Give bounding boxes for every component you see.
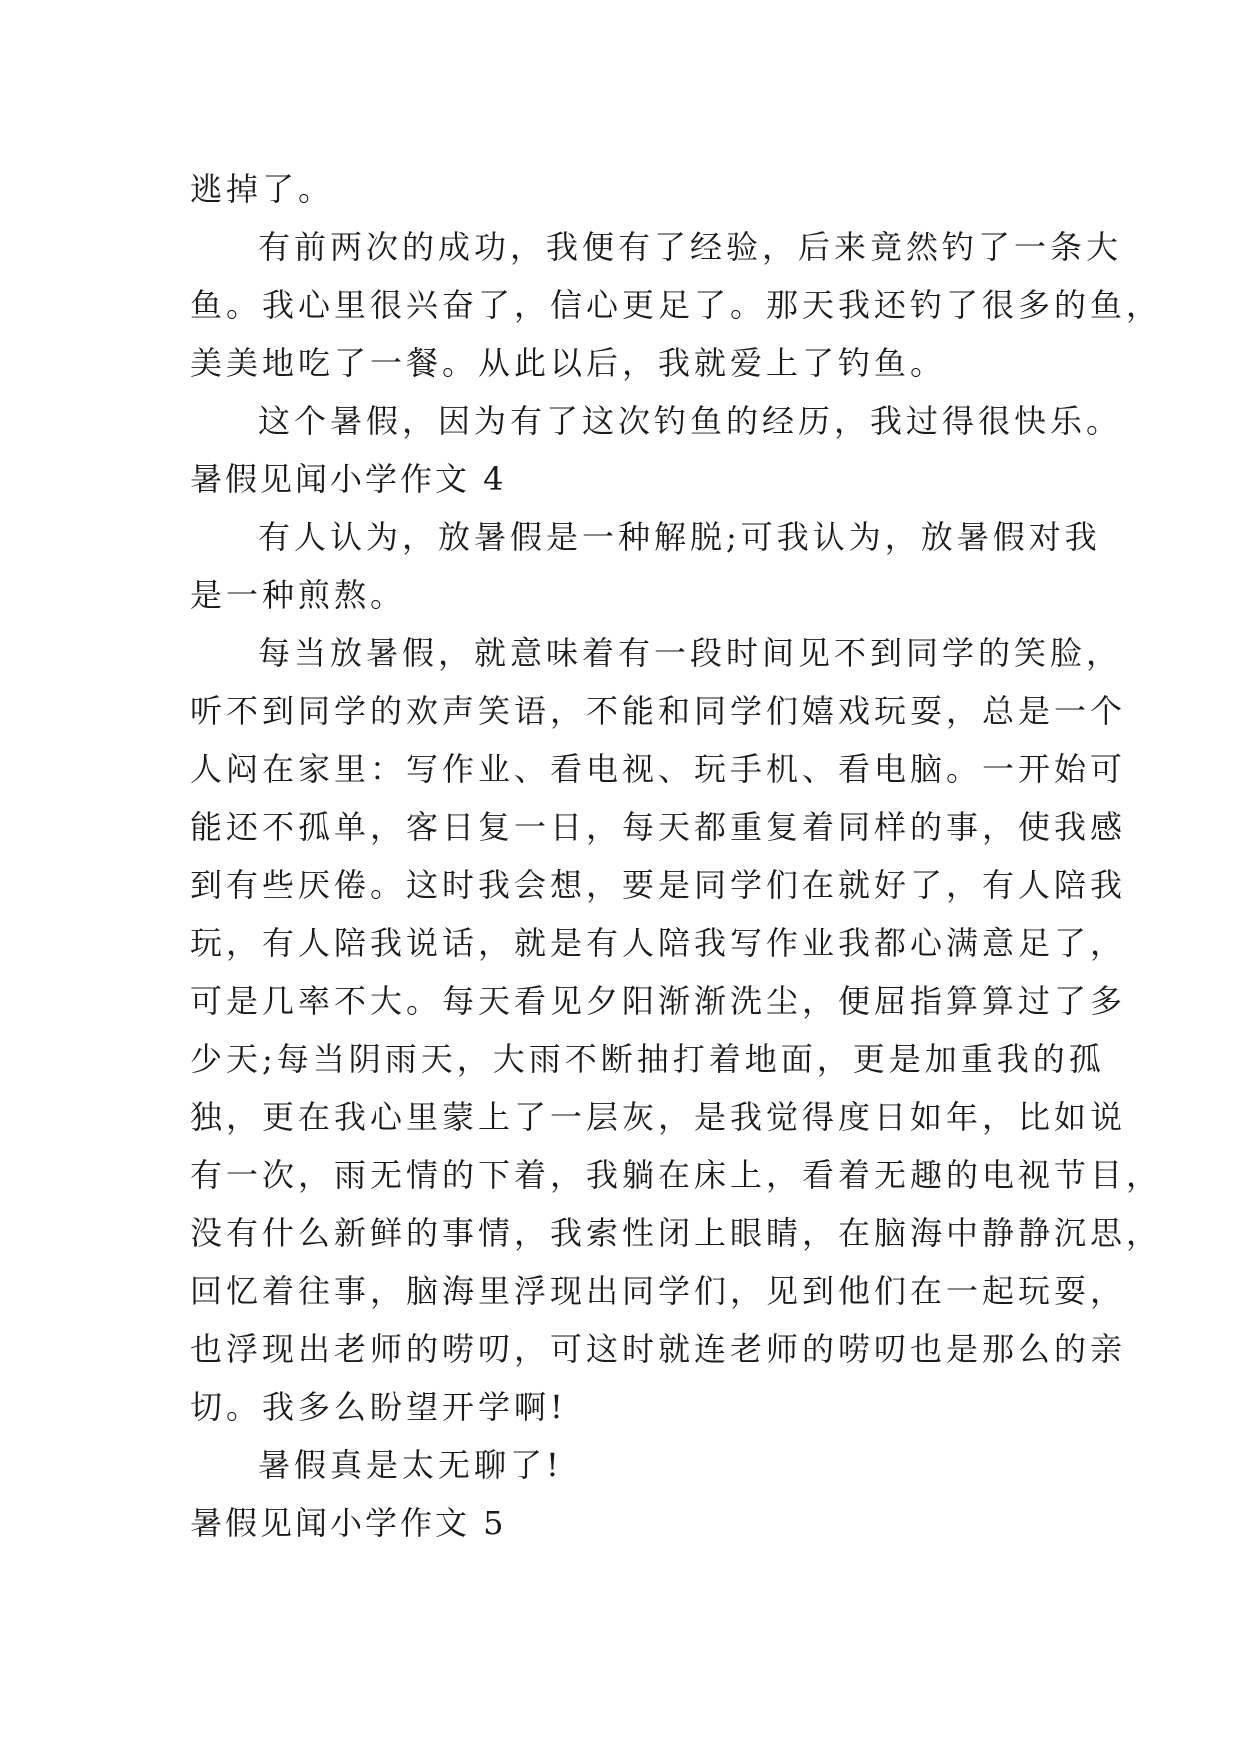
paragraph-line: 鱼。我心里很兴奋了，信心更足了。那天我还钓了很多的鱼， xyxy=(190,286,1163,324)
paragraph-line: 人闷在家里：写作业、看电视、玩手机、看电脑。一开始可 xyxy=(190,750,1127,788)
paragraph-line: 这个暑假，因为有了这次钓鱼的经历，我过得很快乐。 xyxy=(258,402,1123,440)
section-heading: 暑假见闻小学作文 4 xyxy=(190,460,507,498)
paragraph-line: 每当放暑假，就意味着有一段时间见不到同学的笑脸， xyxy=(258,634,1123,672)
paragraph-line: 切。我多么盼望开学啊! xyxy=(190,1388,567,1426)
paragraph-line: 是一种煎熬。 xyxy=(190,576,407,614)
paragraph-line: 到有些厌倦。这时我会想，要是同学们在就好了，有人陪我 xyxy=(190,866,1127,904)
paragraph-line: 有人认为，放暑假是一种解脱;可我认为，放暑假对我 xyxy=(258,518,1101,556)
section-heading: 暑假见闻小学作文 5 xyxy=(190,1504,507,1542)
paragraph-line: 逃掉了。 xyxy=(190,170,335,208)
paragraph-line: 玩，有人陪我说话，就是有人陪我写作业我都心满意足了， xyxy=(190,924,1127,962)
document-body xyxy=(190,160,1163,1552)
paragraph-line: 可是几率不大。每天看见夕阳渐渐洗尘，便屈指算算过了多 xyxy=(190,982,1127,1020)
paragraph-line: 能还不孤单，客日复一日，每天都重复着同样的事，使我感 xyxy=(190,808,1127,846)
paragraph-line: 暑假真是太无聊了! xyxy=(258,1446,563,1484)
paragraph-line: 独，更在我心里蒙上了一层灰，是我觉得度日如年，比如说 xyxy=(190,1098,1127,1136)
paragraph-line: 少天;每当阴雨天，大雨不断抽打着地面，更是加重我的孤 xyxy=(190,1040,1105,1078)
paragraph-line: 听不到同学的欢声笑语，不能和同学们嬉戏玩耍，总是一个 xyxy=(190,692,1127,730)
paragraph-line: 有前两次的成功，我便有了经验，后来竟然钓了一条大 xyxy=(258,228,1123,266)
paragraph-line: 回忆着往事，脑海里浮现出同学们，见到他们在一起玩耍， xyxy=(190,1272,1127,1310)
paragraph-line: 没有什么新鲜的事情，我索性闭上眼睛，在脑海中静静沉思， xyxy=(190,1214,1163,1252)
paragraph-line: 美美地吃了一餐。从此以后，我就爱上了钓鱼。 xyxy=(190,344,947,382)
paragraph-line: 也浮现出老师的唠叨，可这时就连老师的唠叨也是那么的亲 xyxy=(190,1330,1127,1368)
paragraph-line: 有一次，雨无情的下着，我躺在床上，看着无趣的电视节目， xyxy=(190,1156,1163,1194)
